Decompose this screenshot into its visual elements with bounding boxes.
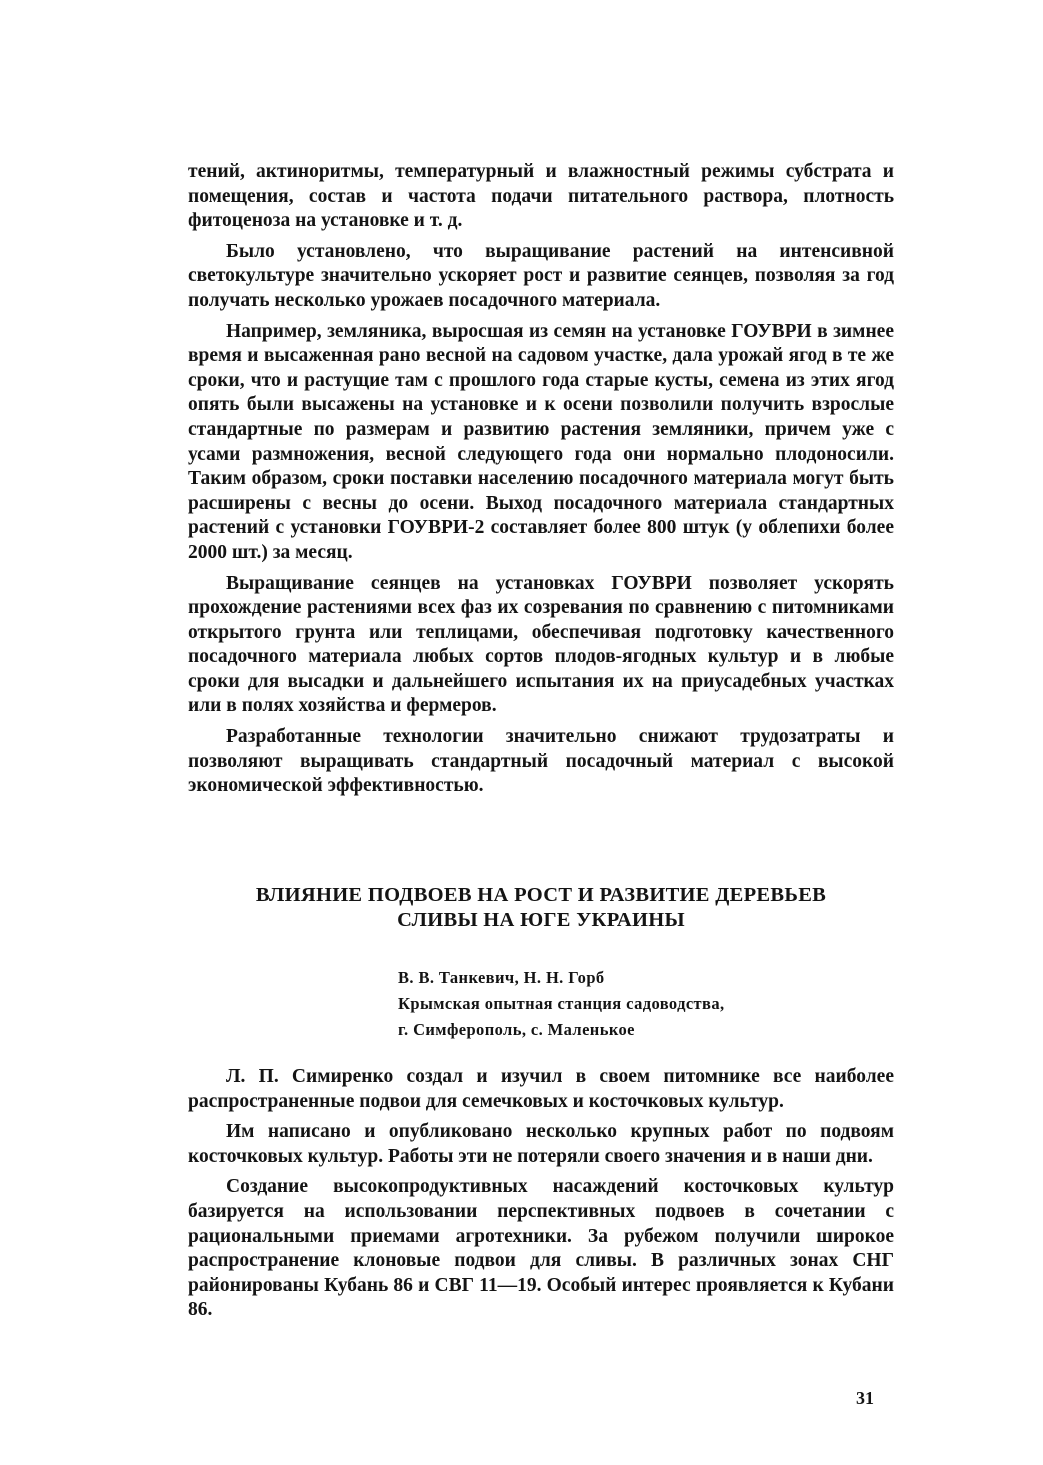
paragraph: Создание высокопродуктивных насаждений косточковых культур базируется на использовании перспективных подвоев в сочетании с рациональными приемами агротехники. За рубежом получили широкое распространение клоновые подвои для сливы. В различных зонах СНГ районированы Кубань 86 и СВГ 11—19. Особый интерес проявляется к Кубани 86.	[188, 1176, 894, 1321]
paragraph: Л. П. Симиренко создал и изучил в своем питомнике все наиболее распространенные подвои для семечковых и косточковых культур.	[188, 1066, 894, 1112]
article-byline	[398, 965, 878, 1043]
article-body	[188, 1065, 894, 1329]
paragraph: Например, земляника, выросшая из семян на установке ГОУВРИ в зимнее время и высаженная рано весной на садовом участке, дала урожай ягод в те же сроки, что и растущие там с прошлого года старые кусты, семена из этих ягод опять были высажены на установке и к осени позволили получить взрослые стандартные по размерам и развитию растения земляники, причем уже с усами размножения, весной следующего года они нормально плодоносили. Таким образом, сроки поставки населению посадочного материала могут быть расширены с весны до осени. Выход посадочного материала стандартных растений с установки ГОУВРИ-2 составляет более 800 штук (у облепихи более 2000 шт.) за месяц.	[188, 320, 894, 563]
article-title-line: ВЛИЯНИЕ ПОДВОЕВ НА РОСТ И РАЗВИТИЕ ДЕРЕВЬЕВ	[255, 884, 827, 906]
paragraph: Было установлено, что выращивание растений на интенсивной светокультуре значительно ускоряет рост и развитие сеянцев, позволяя за год получать несколько урожаев посадочного материала.	[188, 240, 894, 311]
author-affiliation: Крымская опытная станция садоводства,	[398, 994, 725, 1013]
article-title-line: СЛИВЫ НА ЮГЕ УКРАИНЫ	[397, 909, 685, 931]
page-number: 31	[856, 1388, 874, 1408]
paragraph: тений, актинoритмы, температурный и влажностный режимы субстрата и помещения, состав и частота подачи питательного раствора, плотность фитоценоза на установке и т. д.	[188, 161, 894, 232]
author-names: В. В. Танкевич, Н. Н. Горб	[398, 968, 605, 987]
paragraph: Им написано и опубликовано несколько крупных работ по подвоям косточковых культур. Работы эти не потеряли своего значения и в наши дни.	[188, 1121, 894, 1167]
article-title	[188, 883, 894, 933]
paragraph: Выращивание сеянцев на установках ГОУВРИ позволяет ускорять прохождение растениями всех фаз их созревания по сравнению с питомниками открытого грунта или теплицами, обеспечивая подготовку качественного посадочного материала любых сортов плодов-ягодных культур и в любые сроки для высадки и дальнейшего испытания их на приусадебных участках или в полях хозяйства и фермеров.	[188, 572, 894, 717]
author-location: г. Симферополь, с. Маленькое	[398, 1020, 635, 1039]
paragraph: Разработанные технологии значительно снижают трудозатраты и позволяют выращивать стандартный посадочный материал с высокой экономической эффективностью.	[188, 726, 894, 797]
continued-text-section	[188, 160, 894, 805]
